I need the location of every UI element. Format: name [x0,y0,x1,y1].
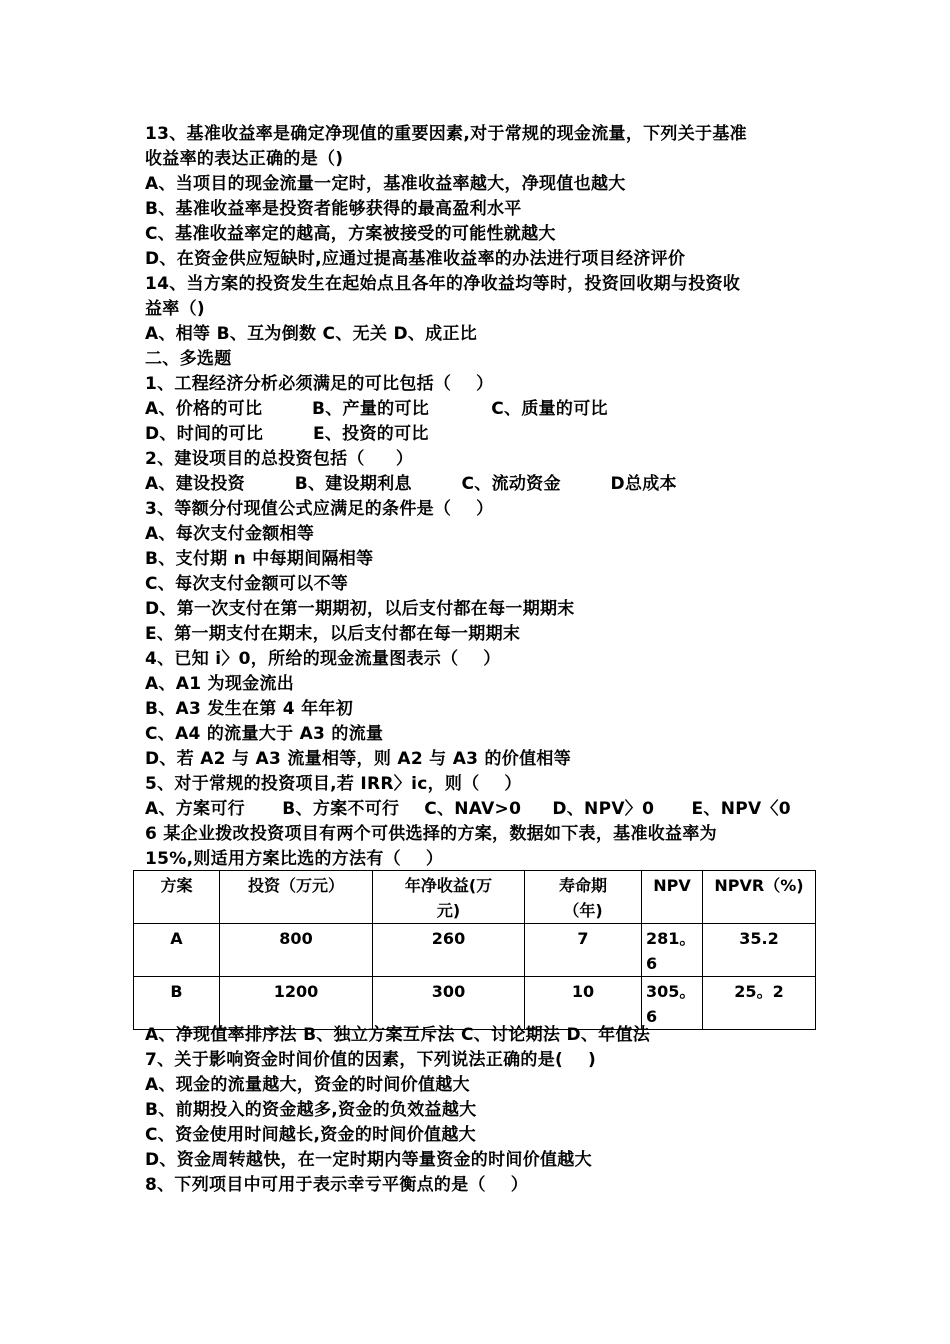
question-line: 3、等额分付现值公式应满足的条件是（ ） [145,499,494,519]
question-line: 6 某企业拨改投资项目有两个可供选择的方案，数据如下表，基准收益率为 [145,824,717,844]
question-line: 15%,则适用方案比选的方法有（ ） [145,849,444,869]
scheme-comparison-table [133,870,816,1030]
table-cell: 300 [373,977,525,1030]
table-header-cell: NPVR（%) [703,871,816,924]
question-line: 13、基准收益率是确定净现值的重要因素,对于常规的现金流量，下列关于基准 [145,124,747,144]
question-line: D、时间的可比 E、投资的可比 [145,424,429,444]
question-line: 收益率的表达正确的是（) [145,149,344,169]
question-line: C、A4 的流量大于 A3 的流量 [145,724,384,744]
question-line: D、第一次支付在第一期期初，以后支付都在每一期期末 [145,599,575,619]
question-line: A、净现值率排序法 B、独立方案互斥法 C、讨论期法 D、年值法 [145,1025,651,1045]
table-cell: B [134,977,220,1030]
question-line: 14、当方案的投资发生在起始点且各年的净收益均等时，投资回收期与投资收 [145,274,741,294]
table-cell: 10 [525,977,642,1030]
question-line: E、第一期支付在期末，以后支付都在每一期期末 [145,624,521,644]
question-line: A、现金的流量越大，资金的时间价值越大 [145,1075,470,1095]
question-line: A、当项目的现金流量一定时，基准收益率越大，净现值也越大 [145,174,626,194]
table-cell: 800 [220,924,373,977]
table-header-cell: 年净收益(万 元) [373,871,525,924]
question-line: B、前期投入的资金越多,资金的负效益越大 [145,1100,477,1120]
table-header-cell: 寿命期 （年) [525,871,642,924]
question-line: A、方案可行 B、方案不可行 C、NAV>0 D、NPV〉0 E、NPV〈0 [145,799,791,819]
question-line: 2、建设项目的总投资包括（ ） [145,449,414,469]
question-line: C、资金使用时间越长,资金的时间价值越大 [145,1125,476,1145]
table-cell: 1200 [220,977,373,1030]
table-header-row [134,871,816,924]
question-line: A、建设投资 B、建设期利息 C、流动资金 D总成本 [145,474,677,494]
table-cell: 305。 6 [642,977,703,1030]
question-line: A、相等 B、互为倒数 C、无关 D、成正比 [145,324,478,344]
table-cell: 7 [525,924,642,977]
question-line: B、A3 发生在第 4 年年初 [145,699,354,719]
table-row [134,977,816,1030]
table-cell: A [134,924,220,977]
question-line: D、在资金供应短缺时,应通过提高基准收益率的办法进行项目经济评价 [145,249,686,269]
table-header-cell: 方案 [134,871,220,924]
question-line: A、每次支付金额相等 [145,524,315,544]
table-row [134,924,816,977]
table-header-cell: 投资（万元） [220,871,373,924]
question-line: C、基准收益率定的越高，方案被接受的可能性就越大 [145,224,556,244]
question-line: 益率（) [145,299,205,319]
table-header-cell: NPV [642,871,703,924]
question-line: D、资金周转越快，在一定时期内等量资金的时间价值越大 [145,1150,592,1170]
question-line: D、若 A2 与 A3 流量相等，则 A2 与 A3 的价值相等 [145,749,571,769]
table-cell: 260 [373,924,525,977]
question-line: B、支付期 n 中每期间隔相等 [145,549,374,569]
question-line: 4、已知 i〉0，所给的现金流量图表示（ ） [145,649,501,669]
question-line: 7、关于影响资金时间价值的因素，下列说法正确的是( ) [145,1050,597,1070]
question-line: A、价格的可比 B、产量的可比 C、质量的可比 [145,399,608,419]
question-line: 1、工程经济分析必须满足的可比包括（ ） [145,374,494,394]
table-cell: 25。2 [703,977,816,1030]
question-line: C、每次支付金额可以不等 [145,574,349,594]
question-line: 二、多选题 [145,349,232,369]
question-line: B、基准收益率是投资者能够获得的最高盈利水平 [145,199,522,219]
table-cell: 35.2 [703,924,816,977]
table-cell: 281。 6 [642,924,703,977]
question-line: 5、对于常规的投资项目,若 IRR〉ic，则（ ） [145,774,522,794]
question-line: A、A1 为现金流出 [145,674,295,694]
question-line: 8、下列项目中可用于表示幸亏平衡点的是（ ） [145,1175,529,1195]
